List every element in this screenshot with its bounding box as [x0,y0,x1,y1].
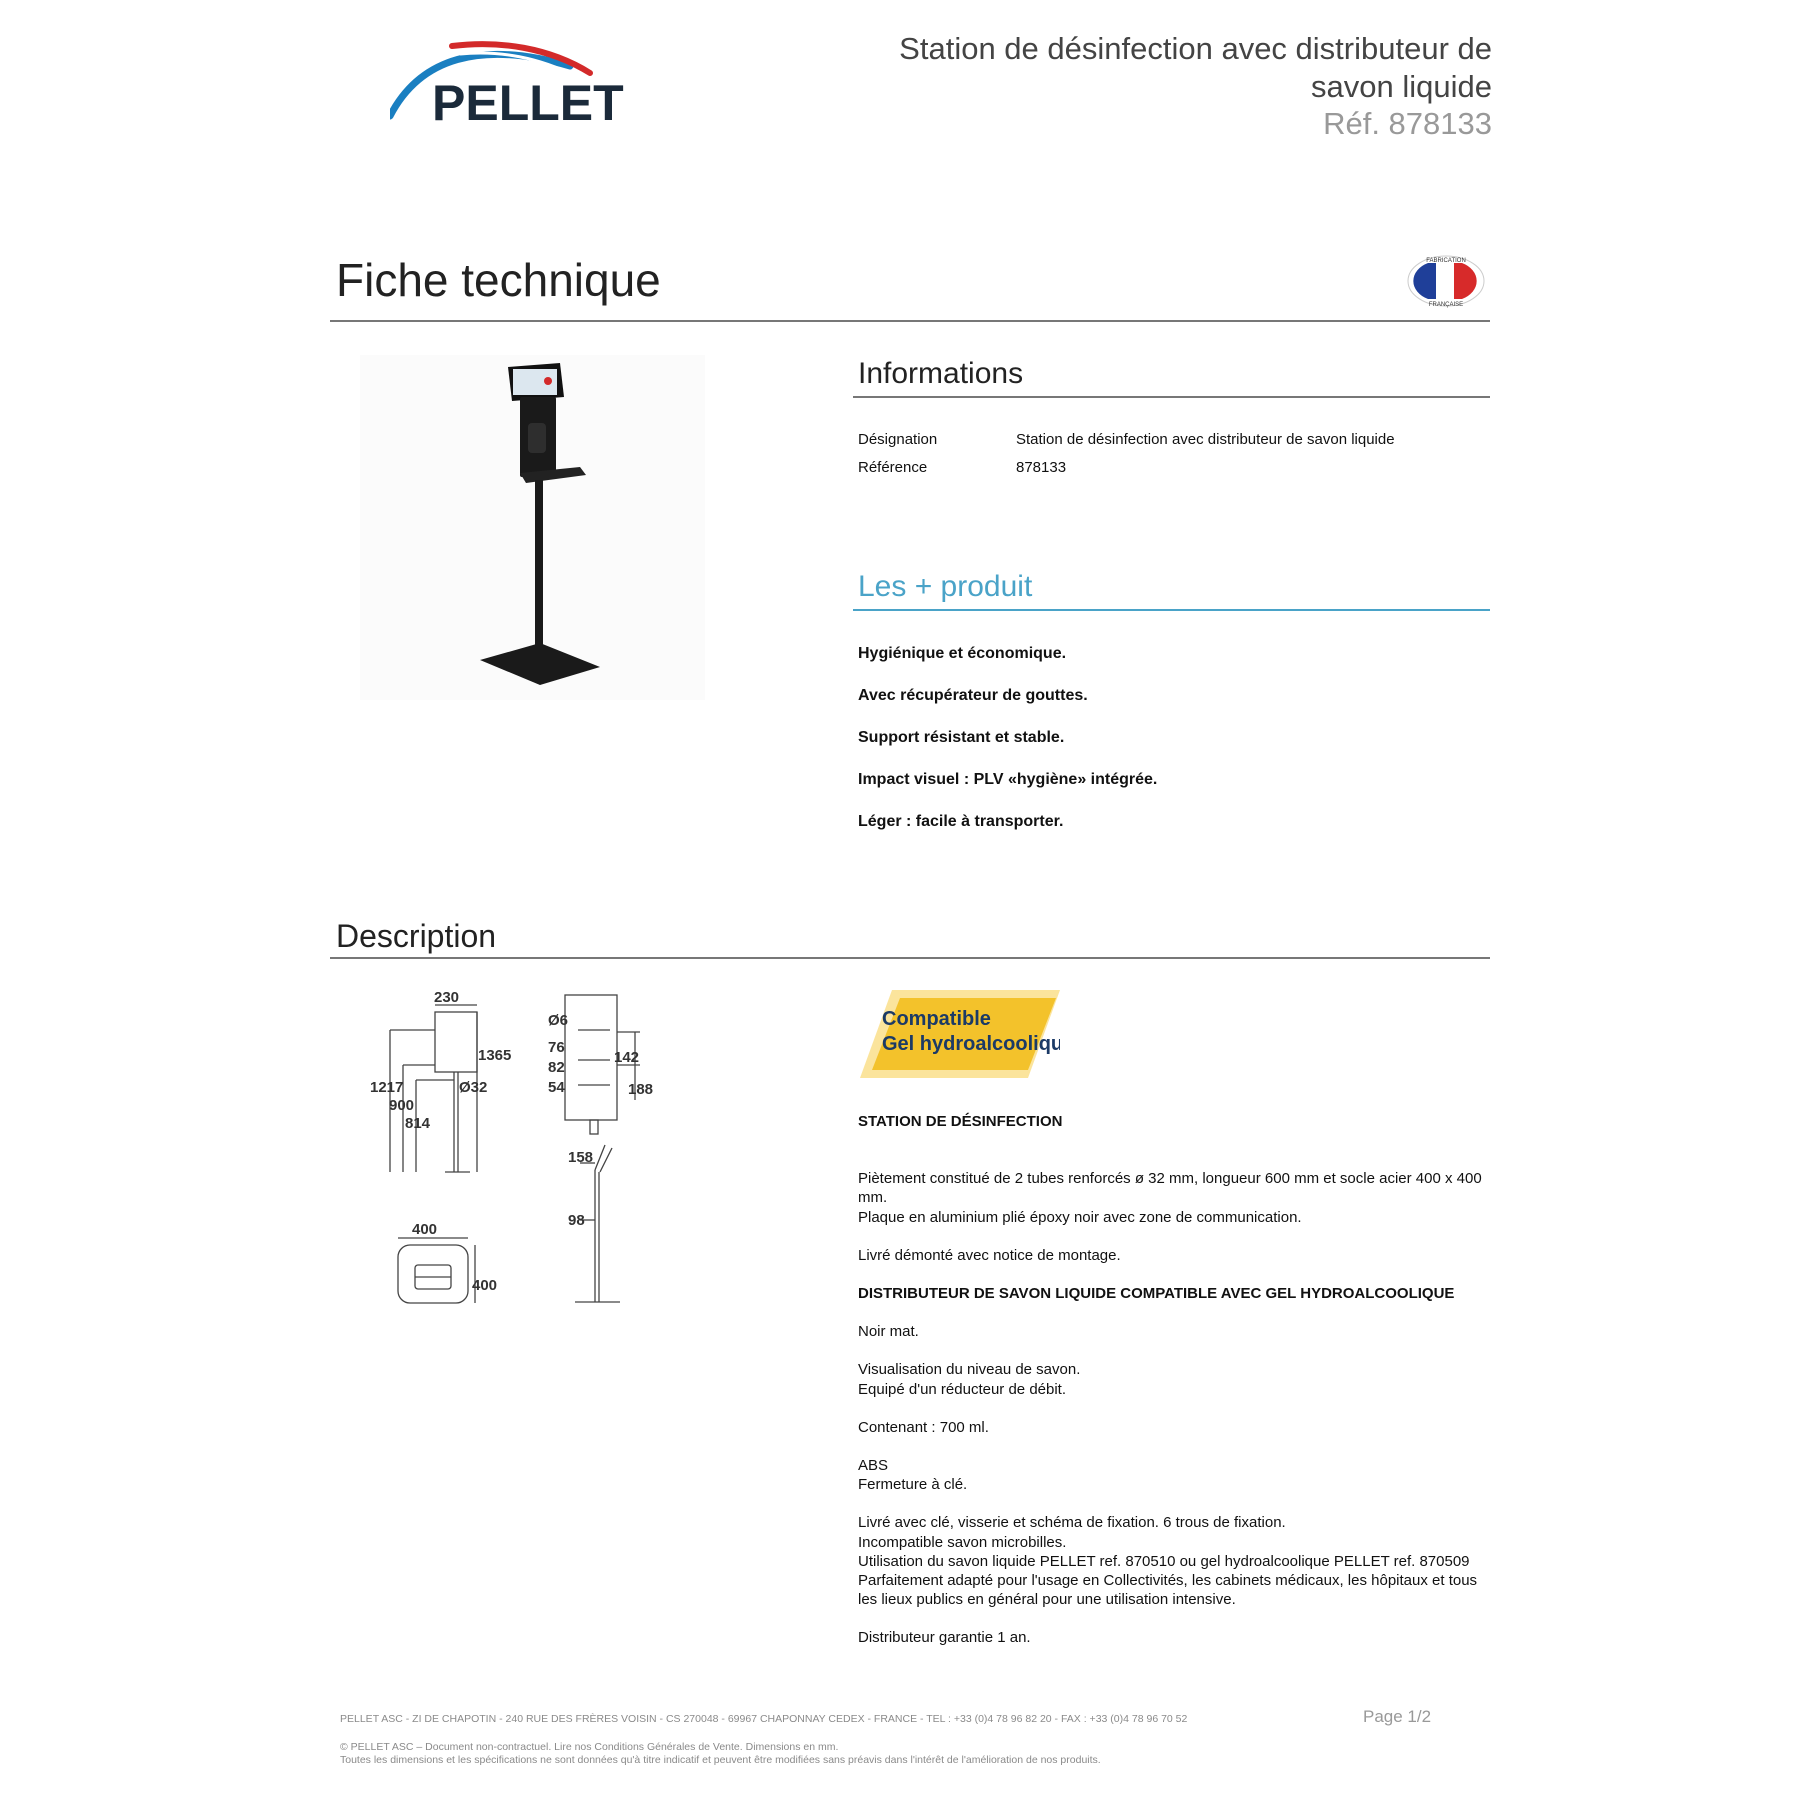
page-title: Fiche technique [336,254,661,306]
dim-54: 54 [548,1079,565,1096]
dim-900: 900 [389,1097,415,1114]
informations-divider [853,396,1490,398]
dim-82: 82 [548,1059,565,1076]
footer-legal-2: Toutes les dimensions et les spécifications ne sont données qu'à titre indicatif et peuvent être modifiées sans préavis dans l'intérêt de l'amélioration de nos produits. [340,1754,1101,1766]
section-title-distributeur: DISTRIBUTEUR DE SAVON LIQUIDE COMPATIBLE AVEC GEL HYDROALCOOLIQUE [858,1285,1455,1303]
logo-wordmark: PELLET [432,75,624,128]
text-abs: ABS [858,1457,889,1475]
benefit-item: Léger : facile à transporter. [858,813,1064,830]
badge-line1: Compatible [882,1008,991,1030]
text-visualisation: Visualisation du niveau de savon. [858,1361,1081,1379]
title-divider [330,320,1490,322]
badge-line2: Gel hydroalcoolique [882,1033,1060,1055]
page-number: Page 1/2 [1363,1707,1432,1726]
info-value-designation: Station de désinfection avec distributeur de savon liquide [1016,431,1395,448]
description-heading: Description [336,918,497,954]
dim-188: 188 [628,1081,654,1098]
text-garantie: Distributeur garantie 1 an. [858,1629,1031,1647]
info-label-designation: Désignation [858,431,938,448]
text-livre-demonte: Livré démonté avec notice de montage. [858,1246,1121,1264]
paragraph-livre-cle [858,1513,1498,1609]
text-utilisation: Utilisation du savon liquide PELLET ref. 870510 ou gel hydroalcoolique PELLET ref. 870509 [858,1552,1470,1570]
pellet-logo [390,38,640,128]
product-image [360,355,705,700]
dim-1365: 1365 [478,1047,512,1064]
text-adapte: Parfaitement adapté pour l'usage en Collectivités, les cabinets médicaux, les hôpitaux et tous les lieux publics en général pour une utilisation intensive. [858,1572,1478,1609]
dim-158: 158 [568,1149,594,1166]
paragraph-pietement [858,1169,1498,1227]
dim-76: 76 [548,1039,565,1056]
dim-142: 142 [614,1049,640,1066]
benefit-item: Hygiénique et économique. [858,645,1067,662]
header-title: Station de désinfection avec distributeur de savon liquide [899,31,1492,104]
dim-06: Ø6 [548,1012,569,1029]
dim-032: Ø32 [459,1079,488,1096]
les-plus-heading: Les + produit [858,570,1033,603]
svg-text:FRANÇAISE: FRANÇAISE [1428,302,1464,308]
info-label-reference: Référence [858,459,928,476]
footer-address: PELLET ASC - ZI DE CHAPOTIN - 240 RUE DES FRÈRES VOISIN - CS 270048 - 69967 CHAPONNAY CEDEX - FRANCE - TEL : +33 (0)4 78 96 82 20 - FAX : +33 (0)4 78 96 70 52 [340,1713,1188,1725]
header-reference: Réf. 878133 [1323,106,1492,141]
informations-heading: Informations [858,357,1024,390]
fabrication-francaise-icon [1406,254,1486,308]
text-livre-cle: Livré avec clé, visserie et schéma de fixation. 6 trous de fixation. [858,1514,1286,1532]
description-body [858,1112,1498,1667]
dim-base-width: 400 [412,1221,438,1238]
benefit-item: Support résistant et stable. [858,729,1065,746]
text-reducteur: Equipé d'un réducteur de débit. [858,1380,1067,1398]
paragraph-abs [858,1456,1498,1494]
description-divider [330,957,1490,959]
les-plus-divider [853,609,1490,611]
dim-814: 814 [405,1115,431,1132]
footer-legal-1: © PELLET ASC – Document non-contractuel. Lire nos Conditions Générales de Vente. Dimensions en mm. [340,1741,839,1753]
dim-width: 230 [434,990,460,1006]
paragraph-visualisation [858,1360,1498,1398]
text-pietement: Piètement constitué de 2 tubes renforcés ø 32 mm, longueur 600 mm et socle acier 400 x 400 mm. [858,1170,1482,1207]
text-noir-mat: Noir mat. [858,1323,919,1341]
dim-98: 98 [568,1212,585,1229]
text-fermeture: Fermeture à clé. [858,1476,968,1494]
benefit-item: Impact visuel : PLV «hygiène» intégrée. [858,771,1158,788]
technical-drawing [370,990,670,1320]
benefit-item: Avec récupérateur de gouttes. [858,687,1088,704]
dim-1217: 1217 [370,1079,404,1096]
svg-text:FABRICATION: FABRICATION [1426,258,1466,264]
dim-base-depth: 400 [472,1277,498,1294]
text-contenant: Contenant : 700 ml. [858,1418,989,1436]
compatible-gel-badge [860,990,1060,1085]
text-incompatible: Incompatible savon microbilles. [858,1533,1067,1551]
section-title-station: STATION DE DÉSINFECTION [858,1113,1063,1130]
info-value-reference: 878133 [1016,459,1067,476]
text-plaque: Plaque en aluminium plié époxy noir avec zone de communication. [858,1208,1302,1226]
